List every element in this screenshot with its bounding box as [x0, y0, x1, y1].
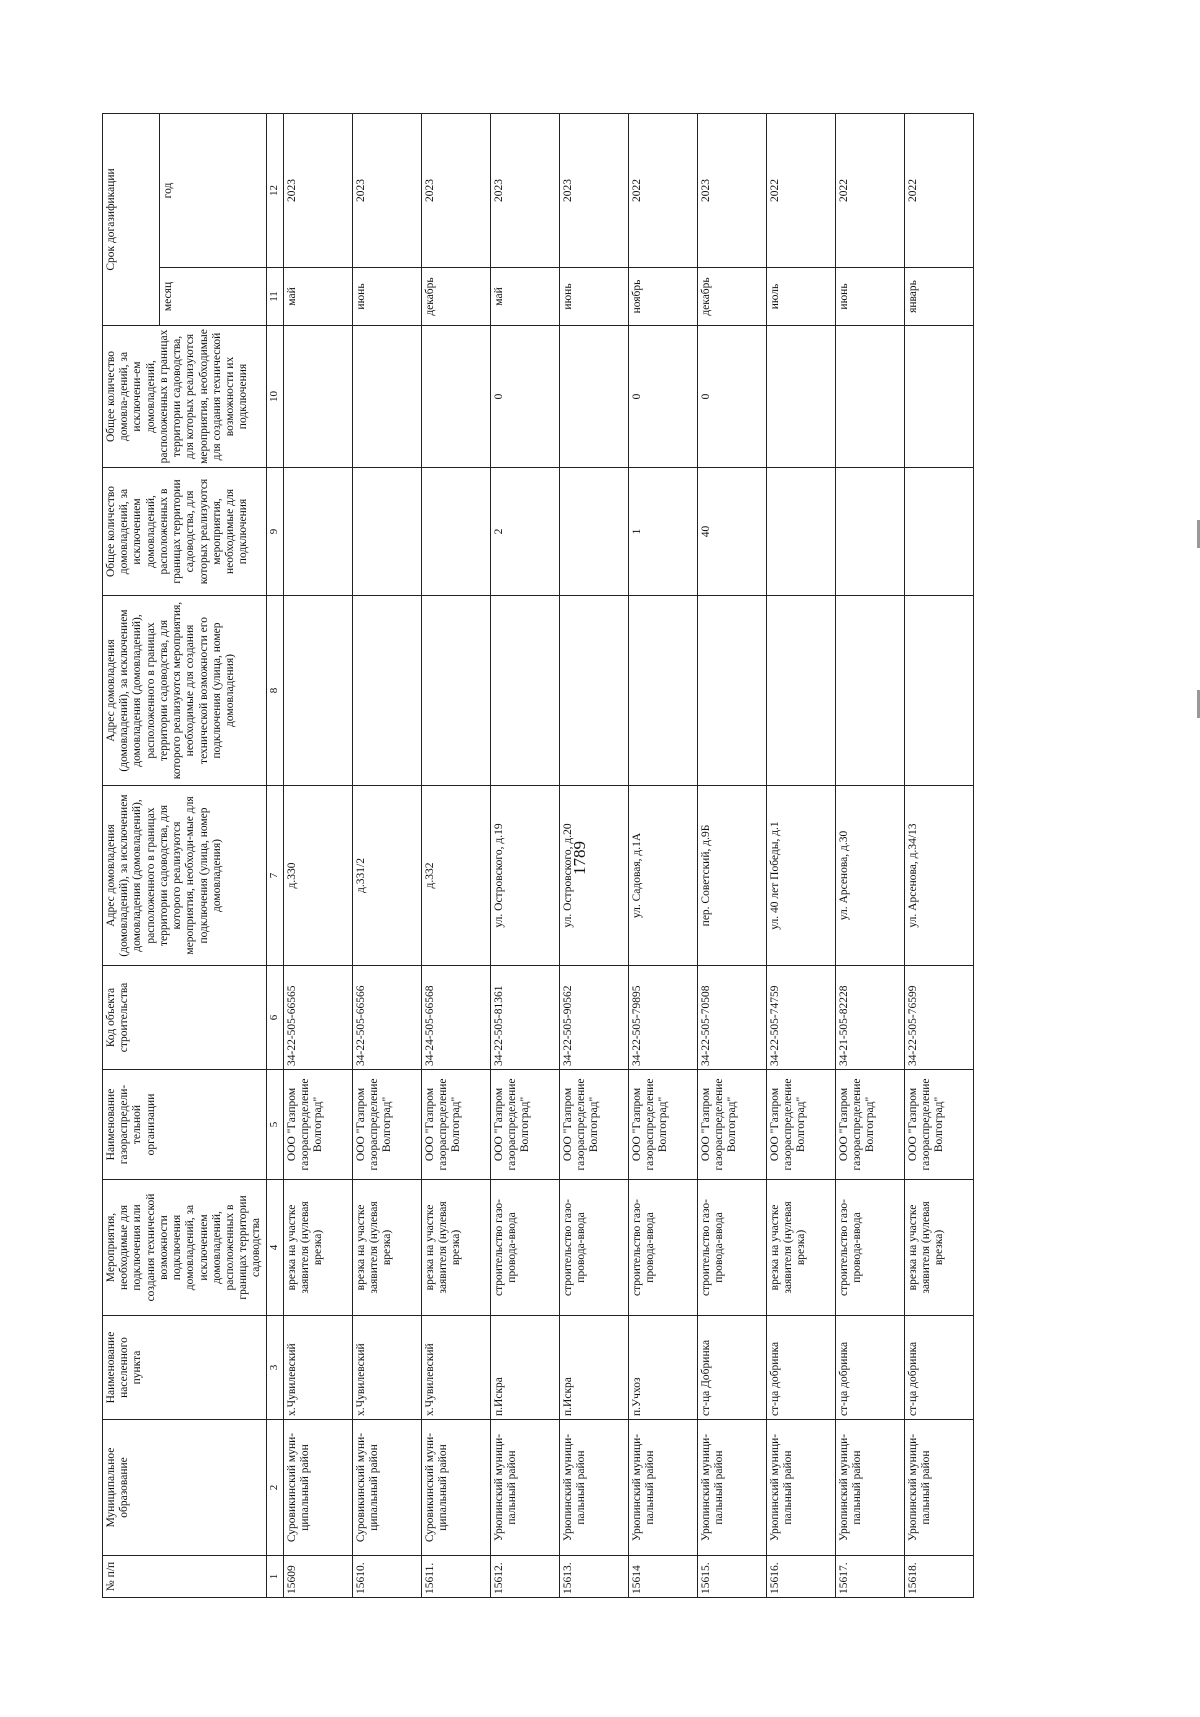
table-row — [283, 114, 352, 1598]
address-connection-cell: д.330 — [283, 786, 352, 966]
object-code-cell: 34-24-505-66568 — [421, 966, 490, 1070]
month-cell: июнь — [835, 268, 904, 326]
address-capability-cell — [904, 596, 973, 786]
month-cell: январь — [904, 268, 973, 326]
year-cell: 2023 — [283, 114, 352, 268]
object-code-cell: 34-22-505-76599 — [904, 966, 973, 1070]
column-number: 6 — [266, 966, 283, 1070]
year-cell: 2023 — [352, 114, 421, 268]
column-number-row — [266, 114, 283, 1598]
header-year: год — [160, 114, 267, 268]
municipality-cell: Суровикинский муни-ципальный район — [421, 1420, 490, 1556]
municipality-cell: Урюпинский муници-пальный район — [559, 1420, 628, 1556]
table-row — [835, 114, 904, 1598]
organization-cell: ООО "Газпром газораспределение Волгоград" — [697, 1070, 766, 1180]
measure-cell: врезка на участке заявителя (нулевая врезка) — [352, 1180, 421, 1316]
column-number: 9 — [266, 468, 283, 596]
settlement-cell: ст-ца добринка — [835, 1316, 904, 1420]
column-number: 8 — [266, 596, 283, 786]
month-cell: июль — [766, 268, 835, 326]
object-code-cell: 34-22-505-81361 — [490, 966, 559, 1070]
municipality-cell: Урюпинский муници-пальный район — [628, 1420, 697, 1556]
address-connection-cell: д.332 — [421, 786, 490, 966]
measure-cell: строительство газо-провода-ввода — [835, 1180, 904, 1316]
address-connection-cell: д.331/2 — [352, 786, 421, 966]
count-capability-cell — [352, 326, 421, 468]
column-number: 1 — [266, 1556, 283, 1598]
address-capability-cell — [559, 596, 628, 786]
table-row — [421, 114, 490, 1598]
count-capability-cell — [559, 326, 628, 468]
settlement-cell: п.Учхоз — [628, 1316, 697, 1420]
address-connection-cell: ул. Арсенова, д.34/13 — [904, 786, 973, 966]
header-address-connection: Адрес домовладения (домовладений), за исключением домовладения (домовладений), расположенного в границах территории садоводства, для которого реализуются мероприятия, необходи-мые для подключения (улица, номер домовладения) — [103, 786, 267, 966]
address-connection-cell: ул. Садовая, д.1А — [628, 786, 697, 966]
organization-cell: ООО "Газпром газораспределение Волгоград" — [904, 1070, 973, 1180]
organization-cell: ООО "Газпром газораспределение Волгоград" — [352, 1070, 421, 1180]
organization-cell: ООО "Газпром газораспределение Волгоград" — [835, 1070, 904, 1180]
address-capability-cell — [490, 596, 559, 786]
row-number: 15616. — [766, 1556, 835, 1598]
column-number: 11 — [266, 268, 283, 326]
address-connection-cell: ул. Островского, д.19 — [490, 786, 559, 966]
column-number: 5 — [266, 1070, 283, 1180]
column-number: 10 — [266, 326, 283, 468]
municipality-cell: Урюпинский муници-пальный район — [490, 1420, 559, 1556]
address-connection-cell: ул. 40 лет Победы, д.1 — [766, 786, 835, 966]
header-month: месяц — [160, 268, 267, 326]
municipality-cell: Урюпинский муници-пальный район — [835, 1420, 904, 1556]
column-number: 2 — [266, 1420, 283, 1556]
organization-cell: ООО "Газпром газораспределение Волгоград" — [283, 1070, 352, 1180]
row-number: 15611. — [421, 1556, 490, 1598]
row-number: 15613. — [559, 1556, 628, 1598]
object-code-cell: 34-22-505-79895 — [628, 966, 697, 1070]
address-capability-cell — [421, 596, 490, 786]
year-cell: 2023 — [421, 114, 490, 268]
measure-cell: врезка на участке заявителя (нулевая врезка) — [766, 1180, 835, 1316]
settlement-cell: х.Чувилевский — [352, 1316, 421, 1420]
year-cell: 2023 — [559, 114, 628, 268]
header-object-code: Код объекта строительства — [103, 966, 267, 1070]
measure-cell: врезка на участке заявителя (нулевая врезка) — [283, 1180, 352, 1316]
municipality-cell: Урюпинский муници-пальный район — [697, 1420, 766, 1556]
table-row — [628, 114, 697, 1598]
gasification-table — [102, 113, 974, 1598]
header-count-connection: Общее количество домовладений, за исключением домовладений, расположенных в границах территории садоводства, для которых реализуются мероприятия, необходимые для подключения — [103, 468, 267, 596]
address-connection-cell: ул. Арсенова, д.30 — [835, 786, 904, 966]
column-number: 4 — [266, 1180, 283, 1316]
municipality-cell: Урюпинский муници-пальный район — [766, 1420, 835, 1556]
month-cell: декабрь — [697, 268, 766, 326]
row-number: 15612. — [490, 1556, 559, 1598]
settlement-cell: ст-ца Добринка — [697, 1316, 766, 1420]
month-cell: июнь — [559, 268, 628, 326]
address-connection-cell: пер. Советский, д.9Б — [697, 786, 766, 966]
object-code-cell: 34-22-505-66566 — [352, 966, 421, 1070]
count-capability-cell: 0 — [697, 326, 766, 468]
month-cell: декабрь — [421, 268, 490, 326]
address-capability-cell — [697, 596, 766, 786]
count-capability-cell — [904, 326, 973, 468]
count-connection-cell: 40 — [697, 468, 766, 596]
header-count-capability: Общее количество домовла-дений, за исключени-ем домовладений, расположенных в границах территории садоводства, для которых реализуются мероприятия, необходимые для создания технической возможности их подключения — [103, 326, 267, 468]
settlement-cell: ст-ца добринка — [766, 1316, 835, 1420]
month-cell: июнь — [352, 268, 421, 326]
rotated-table-container — [102, 114, 1034, 1598]
count-connection-cell: 1 — [628, 468, 697, 596]
count-connection-cell — [352, 468, 421, 596]
address-capability-cell — [352, 596, 421, 786]
count-connection-cell — [835, 468, 904, 596]
organization-cell: ООО "Газпром газораспределение Волгоград" — [628, 1070, 697, 1180]
measure-cell: строительство газо-провода-ввода — [628, 1180, 697, 1316]
header-measures: Мероприятия, необходимые для подключения или создания технической возможности подключения домовладений, за исключением домовладений, расположенных в границах территории садоводства — [103, 1180, 267, 1316]
column-number: 12 — [266, 114, 283, 268]
column-number: 7 — [266, 786, 283, 966]
object-code-cell: 34-22-505-74759 — [766, 966, 835, 1070]
table-row — [559, 114, 628, 1598]
year-cell: 2023 — [697, 114, 766, 268]
count-capability-cell — [421, 326, 490, 468]
table-row — [766, 114, 835, 1598]
count-capability-cell — [283, 326, 352, 468]
header-settlement: Наименование населенного пункта — [103, 1316, 267, 1420]
measure-cell: врезка на участке заявителя (нулевая врезка) — [421, 1180, 490, 1316]
count-connection-cell — [904, 468, 973, 596]
address-capability-cell — [766, 596, 835, 786]
row-number: 15618. — [904, 1556, 973, 1598]
header-gasification-term: Срок догазификации — [103, 114, 160, 326]
count-capability-cell: 0 — [490, 326, 559, 468]
measure-cell: строительство газо-провода-ввода — [559, 1180, 628, 1316]
organization-cell: ООО "Газпром газораспределение Волгоград" — [559, 1070, 628, 1180]
month-cell: ноябрь — [628, 268, 697, 326]
count-capability-cell: 0 — [628, 326, 697, 468]
month-cell: май — [283, 268, 352, 326]
header-municipality: Муниципальное образование — [103, 1420, 267, 1556]
count-connection-cell — [559, 468, 628, 596]
count-connection-cell — [421, 468, 490, 596]
object-code-cell: 34-21-505-82228 — [835, 966, 904, 1070]
address-capability-cell — [835, 596, 904, 786]
header-organization: Наименование газораспредели-тельной организации — [103, 1070, 267, 1180]
count-connection-cell — [766, 468, 835, 596]
year-cell: 2023 — [490, 114, 559, 268]
year-cell: 2022 — [904, 114, 973, 268]
table-row — [352, 114, 421, 1598]
row-number: 15610. — [352, 1556, 421, 1598]
settlement-cell: п.Искра — [490, 1316, 559, 1420]
municipality-cell: Суровикинский муни-ципальный район — [283, 1420, 352, 1556]
count-connection-cell — [283, 468, 352, 596]
address-capability-cell — [628, 596, 697, 786]
count-capability-cell — [766, 326, 835, 468]
page-number: 1789 — [570, 841, 589, 875]
measure-cell: врезка на участке заявителя (нулевая врезка) — [904, 1180, 973, 1316]
count-capability-cell — [835, 326, 904, 468]
column-number: 3 — [266, 1316, 283, 1420]
year-cell: 2022 — [766, 114, 835, 268]
object-code-cell: 34-22-505-66565 — [283, 966, 352, 1070]
organization-cell: ООО "Газпром газораспределение Волгоград" — [490, 1070, 559, 1180]
measure-cell: строительство газо-провода-ввода — [697, 1180, 766, 1316]
municipality-cell: Суровикинский муни-ципальный район — [352, 1420, 421, 1556]
row-number: 15609 — [283, 1556, 352, 1598]
year-cell: 2022 — [628, 114, 697, 268]
settlement-cell: х.Чувилевский — [283, 1316, 352, 1420]
address-capability-cell — [283, 596, 352, 786]
object-code-cell: 34-22-505-70508 — [697, 966, 766, 1070]
organization-cell: ООО "Газпром газораспределение Волгоград" — [766, 1070, 835, 1180]
table-row — [490, 114, 559, 1598]
header-number: № п/п — [103, 1556, 267, 1598]
organization-cell: ООО "Газпром газораспределение Волгоград" — [421, 1070, 490, 1180]
municipality-cell: Урюпинский муници-пальный район — [904, 1420, 973, 1556]
month-cell: май — [490, 268, 559, 326]
measure-cell: строительство газо-провода-ввода — [490, 1180, 559, 1316]
settlement-cell: х.Чувилевский — [421, 1316, 490, 1420]
year-cell: 2022 — [835, 114, 904, 268]
row-number: 15614 — [628, 1556, 697, 1598]
count-connection-cell: 2 — [490, 468, 559, 596]
table-row — [904, 114, 973, 1598]
row-number: 15615. — [697, 1556, 766, 1598]
table-row — [697, 114, 766, 1598]
row-number: 15617. — [835, 1556, 904, 1598]
settlement-cell: ст-ца добринка — [904, 1316, 973, 1420]
address-connection-cell: ул. Островского, д.20 — [559, 786, 628, 966]
object-code-cell: 34-22-505-90562 — [559, 966, 628, 1070]
settlement-cell: п.Искра — [559, 1316, 628, 1420]
header-address-capability: Адрес домовладения (домовладений), за исключением домовладения (домовладений), расположенного в границах территории садоводства, для которого реализуются мероприятия, необходимые для создания технической возможности его подключения (улица, номер домовладения) — [103, 596, 267, 786]
